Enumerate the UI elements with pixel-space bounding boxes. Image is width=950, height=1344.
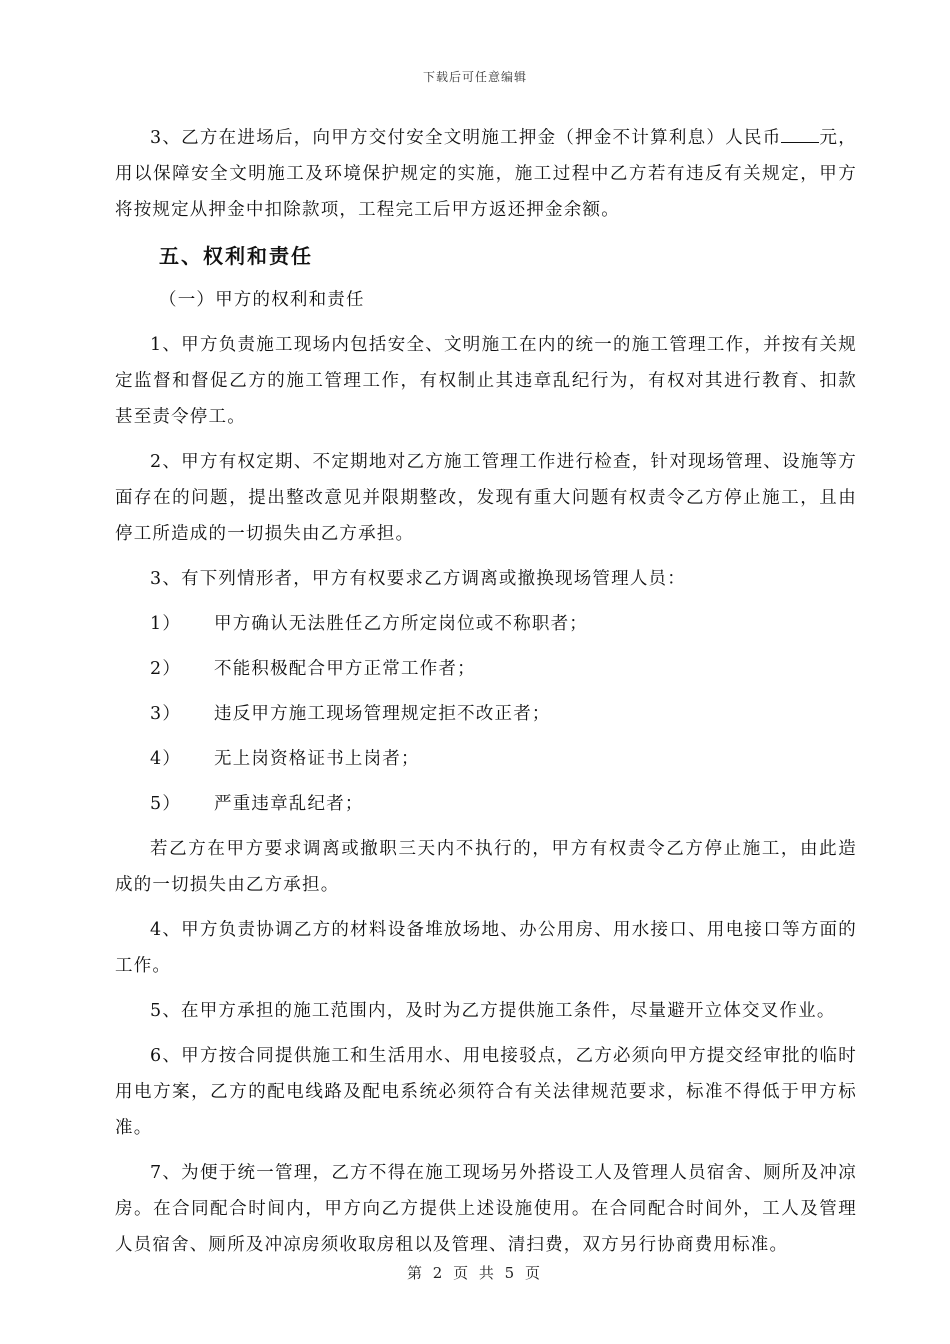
list-item-text: 甲方确认无法胜任乙方所定岗位或不称职者； [214, 614, 588, 634]
clause-5: 5、在甲方承担的施工范围内，及时为乙方提供施工条件，尽量避开立体交叉作业。 [150, 1001, 836, 1021]
list-item [115, 606, 857, 642]
clause-1: 1、甲方负责施工现场内包括安全、文明施工在内的统一的施工管理工作，并按有关规定监督和督促乙方的施工管理工作，有权制止其违章乱纪行为，有权对其进行教育、扣款甚至责令停工。 [115, 335, 857, 427]
list-item-number: 1） [150, 614, 182, 634]
list-item-text: 无上岗资格证书上岗者； [214, 749, 420, 769]
section-heading: 五、权利和责任 [159, 244, 313, 268]
deposit-paragraph [115, 120, 857, 228]
deposit-text-before: 3、乙方在进场后，向甲方交付安全文明施工押金（押金不计算利息）人民币 [150, 128, 782, 148]
document-body [115, 120, 857, 1272]
clause-4: 4、甲方负责协调乙方的材料设备堆放场地、办公用房、用水接口、用电接口等方面的工作。 [115, 920, 857, 976]
subsection-heading: （一）甲方的权利和责任 [159, 290, 365, 310]
clause-7: 7、为便于统一管理，乙方不得在施工现场另外搭设工人及管理人员宿舍、厕所及冲凉房。在合同配合时间内，甲方向乙方提供上述设施使用。在合同配合时间外，工人及管理人员宿舍、厕所及冲凉房须收取房租以及管理、清扫费，双方另行协商费用标准。 [115, 1163, 857, 1255]
non-compliance-paragraph: 若乙方在甲方要求调离或撤职三天内不执行的，甲方有权责令乙方停止施工，由此造成的一切损失由乙方承担。 [115, 839, 857, 895]
list-item-text: 不能积极配合甲方正常工作者； [214, 659, 476, 679]
list-item [115, 696, 857, 732]
list-item [115, 786, 857, 822]
clause-6: 6、甲方按合同提供施工和生活用水、用电接驳点，乙方必须向甲方提交经审批的临时用电方案，乙方的配电线路及配电系统必须符合有关法律规范要求，标准不得低于甲方标准。 [115, 1046, 857, 1138]
amount-blank [781, 126, 819, 143]
page-number: 第 2 页 共 5 页 [407, 1264, 543, 1282]
list-item-text: 违反甲方施工现场管理规定拒不改正者； [214, 704, 551, 724]
page-header: 下载后可任意编辑 [422, 70, 527, 84]
list-item-number: 3） [150, 704, 182, 724]
clause-3: 3、有下列情形者，甲方有权要求乙方调离或撤换现场管理人员： [150, 569, 686, 589]
deposit-text-after: 元，用以保障安全文明施工及环境保护规定的实施，施工过程中乙方若有违反有关规定，甲方将按规定从押金中扣除款项，工程完工后甲方返还押金余额。 [115, 128, 857, 220]
list-item [115, 741, 857, 777]
list-item-number: 4） [150, 749, 182, 769]
list-item-text: 严重违章乱纪者； [214, 794, 364, 814]
clause-2: 2、甲方有权定期、不定期地对乙方施工管理工作进行检查，针对现场管理、设施等方面存在的问题，提出整改意见并限期整改，发现有重大问题有权责令乙方停止施工，且由停工所造成的一切损失由乙方承担。 [115, 452, 857, 544]
list-item-number: 5） [150, 794, 182, 814]
list-item [115, 651, 857, 687]
list-item-number: 2） [150, 659, 182, 679]
